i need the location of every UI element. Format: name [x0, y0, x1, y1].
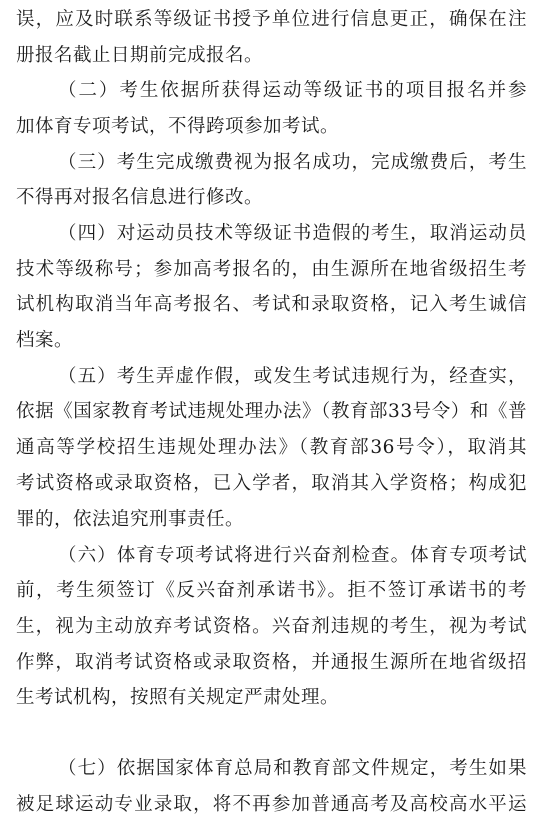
text-line: （四）对运动员技术等级证书造假的考生，取消运动员: [58, 223, 527, 244]
text-line: 加体育专项考试，不得跨项参加考试。: [16, 116, 340, 137]
text-line: （三）考生完成缴费视为报名成功，完成缴费后，考生: [58, 152, 527, 173]
text-line: 作弊，取消考试资格或录取资格，并通报生源所在地省级招: [16, 652, 527, 673]
text-line: 档案。: [16, 330, 74, 351]
text-line: （五）考生弄虚作假，或发生考试违规行为，经查实，: [58, 366, 527, 387]
text-line: （二）考生依据所获得运动等级证书的项目报名并参: [58, 80, 527, 101]
text-line: 罪的，依法追究刑事责任。: [16, 509, 245, 530]
text-line: 不得再对报名信息进行修改。: [16, 187, 264, 208]
text-line: 试机构取消当年高考报名、考试和录取资格，记入考生诚信: [16, 294, 527, 315]
text-line: 生考试机构，按照有关规定严肃处理。: [16, 687, 340, 708]
text-line: 册报名截止日期前完成报名。: [16, 45, 264, 66]
text-line: （七）依据国家体育总局和教育部文件规定，考生如果: [58, 758, 527, 779]
text-line: 通高等学校招生违规处理办法》（教育部36号令），取消其: [16, 437, 527, 458]
text-line: 考试资格或录取资格，已入学者，取消其入学资格；构成犯: [16, 473, 527, 494]
text-line: 生，视为主动放弃考试资格。兴奋剂违规的考生，视为考试: [16, 616, 527, 637]
text-line: （六）体育专项考试将进行兴奋剂检查。体育专项考试: [58, 545, 527, 566]
text-line: 被足球运动专业录取，将不再参加普通高考及高校高水平运: [16, 794, 527, 815]
text-line: 误，应及时联系等级证书授予单位进行信息更正，确保在注: [16, 9, 527, 30]
text-line: 技术等级称号；参加高考报名的，由生源所在地省级招生考: [16, 259, 527, 280]
text-line: 前，考生须签订《反兴奋剂承诺书》。拒不签订承诺书的考: [16, 580, 527, 601]
text-line: 依据《国家教育考试违规处理办法》（教育部33号令）和《普: [16, 401, 527, 422]
